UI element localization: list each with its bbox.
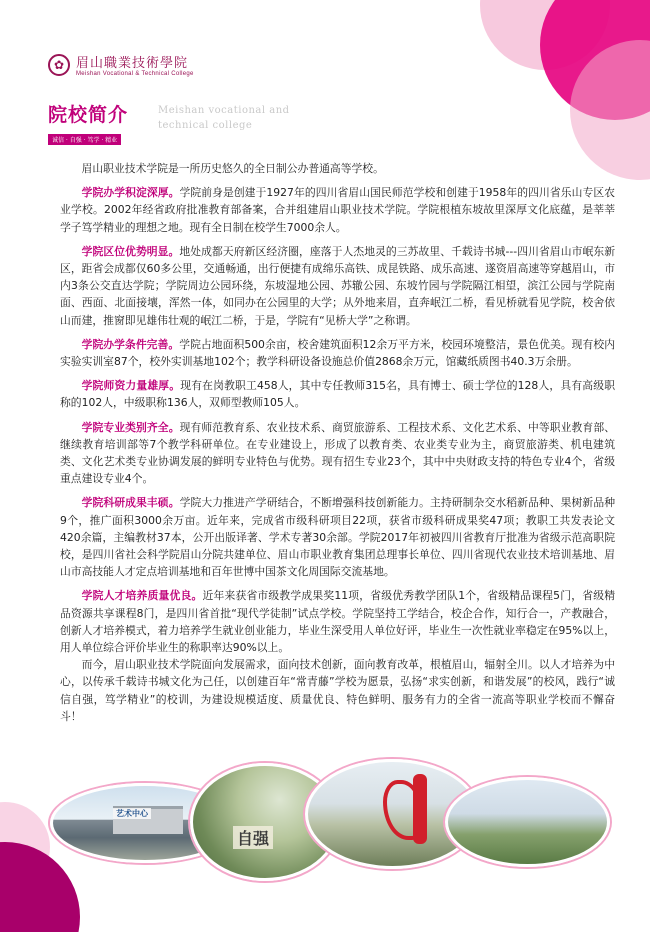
campus-photo-garden (445, 777, 610, 867)
paragraph (60, 377, 615, 411)
paragraph-text: 学院占地面积500余亩，校舍建筑面积12余万平方米，校园环境整洁，景色优美。现有校内实验实训室87个，校外实训基地102个；教学科研设备设施总价值2868余万元，馆藏纸质图书40.3万余册。 (60, 337, 616, 369)
building-sign: 艺术中心 (113, 808, 151, 819)
section-heading (48, 100, 290, 146)
college-logo (48, 52, 194, 77)
paragraph-text: 眉山职业技术学院是一所历史悠久的全日制公办普通高等学校。 (81, 162, 384, 175)
section-title: 院校简介 (48, 104, 129, 126)
paragraph-text: 地处成都天府新区经济圈，座落于人杰地灵的三苏故里、千载诗书城---四川省眉山市岷东新区，距省会成都仅60多公里，交通畅通，出行便捷有成绵乐高铁、成昆铁路、成乐高速、遂资眉高速等穿越眉山，市内3条公交直达学院；学院周边公园环绕，东坡湿地公园、苏辙公园、东坡竹园与学院隔江相望，滨江公园与学院南面、西面、北面接壤，浑然一体，如同办在公园里的大学；从外地来眉，直奔岷江二桥，看见桥就看见学院，校舍依山而建，推窗即见雄伟壮观的岷江二桥，于是，学院有“见桥大学”之称谓。 (60, 244, 616, 327)
section-subtitle: Meishan vocational and technical college (158, 105, 290, 131)
paragraph-highlight: 学院办学条件完善。 (81, 337, 180, 351)
paragraph-text: 现有在岗教职工458人，其中专任教师315名，具有博士、硕士学位的128人，具有高级职称的102人，中级职称136人，双师型教师105人。 (60, 379, 615, 410)
paragraph (60, 419, 615, 488)
logo-text (76, 52, 194, 77)
logo-chinese-name: 眉山職業技術學院 (76, 56, 189, 71)
motto-badge: 诚信 · 自强 · 笃学 · 精业 (48, 134, 121, 145)
intro-body (60, 160, 615, 732)
paragraph-highlight: 学院办学积淀深厚。 (81, 186, 180, 200)
paragraph (60, 160, 615, 177)
paragraph-text: 近年来获省市级教学成果奖11项，省级优秀教学团队1个，省级精品课程5门，省级精品资源共享课程8门，是四川省首批“现代学徒制”试点学校。学院坚持工学结合，校企合作，知行合一，产教融合，创新人才培养模式，着力培养学生就业创业能力，毕业生深受用人单位好评，毕业生一次性就业率稳定在95%以上，用人单位综合评价毕业生的称职率达90%以上。 (60, 589, 615, 655)
paragraph-text: 学院前身是创建于1927年的四川省眉山国民师范学校和创建于1958年的四川省乐山专区农业学校。2002年经省政府批准教育部备案，合并组建眉山职业技术学院。学院根植东坡故里深厚文化底蕴，是莘莘学子笃学精业的理想之地。现有全日制在校学生7000余人。 (60, 186, 616, 234)
paragraph (60, 184, 615, 236)
paragraph-highlight: 学院人才培养质量优良。 (81, 589, 203, 603)
logo-emblem-icon: ✿ (48, 54, 70, 76)
paragraph-highlight: 学院师资力量雄厚。 (81, 379, 181, 393)
paragraph-text: 现有师范教育系、农业技术系、商贸旅游系、工程技术系、文化艺术系、中等职业教育部、继续教育培训部等7个教学科研单位。在专业建设上，形成了以教育类、农业类专业为主，商贸旅游类、机电建筑类、文化艺术类专业协调发展的鲜明专业特色与优势。现有招生专业23个，其中中央财政支持的特色专业4个，省级重点建设专业4个。 (60, 420, 616, 486)
red-sculpture-shape (413, 774, 427, 844)
paragraph (60, 336, 615, 370)
paragraph-highlight: 学院专业类别齐全。 (81, 420, 180, 434)
paragraph-highlight: 学院区位优势明显。 (81, 244, 180, 258)
paragraph (60, 587, 615, 656)
paragraph (60, 494, 615, 580)
paragraph-text: 而今，眉山职业技术学院面向发展需求，面向技术创新，面向教育改革，根植眉山，辐射全川。以人才培养为中心，以传承千载诗书城文化为己任，以创建百年“常青藤”学校为愿景，弘扬“求实创新，和谐发展”的校风，践行“诚信自强，笃学精业”的校训，为建设规模适度、质量优良、特色鲜明、服务有力的全省一流高等职业学校而不懈奋斗！ (60, 658, 615, 723)
paragraph-text: 学院大力推进产学研结合，不断增强科技创新能力。主持研制杂交水稻新品种、果树新品种9个，推广面积3000余万亩。近年来，完成省市级科研项目22项，获省市级科研成果奖47项；教职工共发表论文420余篇，主编教材37本，公开出版译著、学术专著30余部。学院2017年初被四川省教育厅批准为省级示范高职院校，是四川省社会科学院眉山分院共建单位、眉山市职业教育集团总理事长单位、四川省现代农业技术培训基地、眉山市高技能人才定点培训基地和百年世博中国茶文化周国际交流基地。 (60, 496, 616, 579)
stone-inscription: 自强 (233, 826, 273, 849)
campus-photo-gallery (40, 755, 610, 885)
logo-english-name: Meishan Vocational & Technical College (76, 71, 194, 77)
paragraph (60, 243, 615, 329)
paragraph (60, 656, 615, 725)
paragraph-highlight: 学院科研成果丰硕。 (81, 496, 180, 510)
